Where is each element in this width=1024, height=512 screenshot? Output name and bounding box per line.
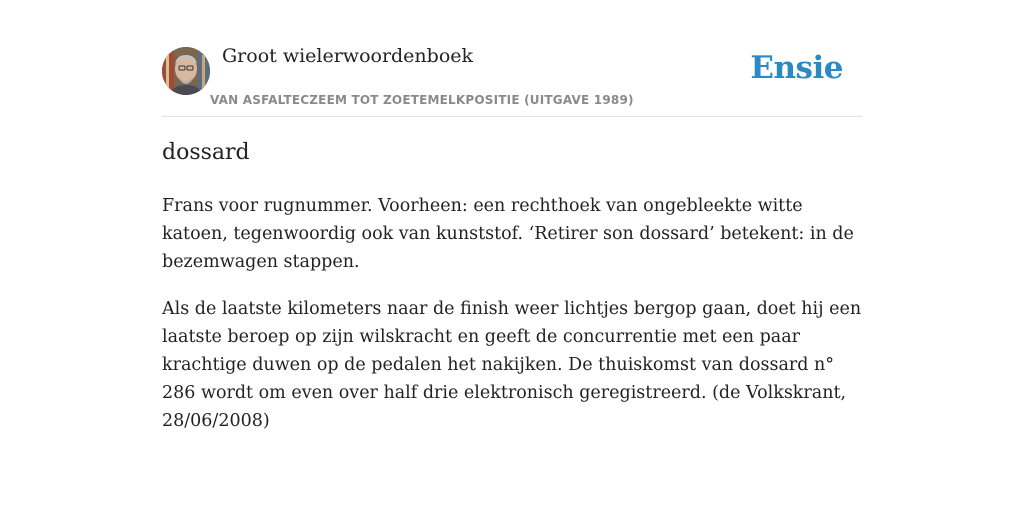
entry-definition [162,192,862,454]
content-container [162,0,862,431]
citation-paragraph: Als de laatste kilometers naar de finish weer lichtjes bergop gaan, doet hij een laatste beroep op zijn wilskracht en geeft de concurrentie met een paar krachtige duwen op de pedalen het nakijken. De thuiskomst van dossard n° 286 wordt om even over half drie elektronisch geregistreerd. (de Volkskrant, 28/06/2008) [162,299,862,431]
book-subtitle: VAN ASFALTECZEEM TOT ZOETEMELKPOSITIE (UITGAVE 1989) [210,93,634,107]
book-title[interactable]: Groot wielerwoordenboek [222,45,474,67]
ensie-logo-link[interactable]: Ensie [750,50,843,86]
definition-paragraph: Frans voor rugnummer. Voorheen: een rechthoek van ongebleekte witte katoen, tegenwoordig ook van kunststof. ‘Retirer son dossard’ betekent: in de bezemwagen stappen. [162,196,854,272]
author-avatar[interactable] [162,47,210,95]
header [162,0,862,117]
entry-headword: dossard [162,140,250,165]
author-portrait-icon [162,47,210,95]
